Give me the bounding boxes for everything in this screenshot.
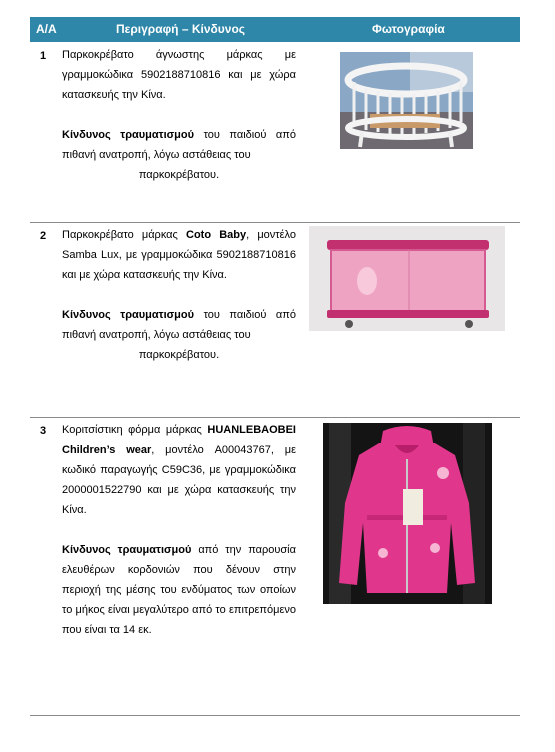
row-3-risk-body: από την παρουσία ελευθέρων κορδονιών που δένουν στην περιοχή της μέσης του ενδύματος των οποίων το μήκος είναι μεγαλύτερο από το επιτρεπόμενο που είναι τα 14 εκ.	[62, 544, 296, 636]
row-3-description	[62, 420, 296, 640]
row-divider-1	[30, 222, 520, 223]
row-2-risk-body: του παιδιού από πιθανή ανατροπή, λόγω αστάθειας του	[62, 309, 296, 341]
row-3-brand: HUANLEBAOBEI Children’s wear	[62, 424, 296, 456]
row-3-desc-text-a: Κοριτσίστικη φόρμα μάρκας	[62, 424, 208, 436]
row-3-risk-text	[62, 540, 296, 640]
header-col-number: Α/Α	[36, 22, 57, 36]
row-2-product-text	[62, 225, 296, 285]
row-divider-2	[30, 417, 520, 418]
row-1-risk-body: του παιδιού από πιθανή ανατροπή, λόγω αστάθειας του	[62, 129, 296, 161]
row-1-desc-text: Παρκοκρέβατο άγνωστης μάρκας με γραμμοκώδικα 5902188710816 και με χώρα κατασκευής την Κίνα.	[62, 49, 296, 101]
row-3-number: 3	[40, 425, 47, 437]
row-divider-3	[30, 715, 520, 716]
table-header	[30, 17, 520, 42]
row-1-number: 1	[40, 50, 47, 62]
row-1-risk-bold: Κίνδυνος τραυματισμού	[62, 129, 195, 141]
row-1-risk-end: παρκοκρέβατου.	[138, 169, 220, 181]
white-playpen-photo	[340, 52, 473, 149]
row-2-desc-text-a: Παρκοκρέβατο μάρκας	[62, 229, 187, 241]
row-2-desc-text-b: , μοντέλο Samba Lux, με γραμμοκώδικα 5902188710816 και με χώρα κατασκευής την Κίνα.	[62, 229, 296, 281]
pink-jacket-photo	[323, 423, 492, 604]
row-3-product-text	[62, 420, 296, 520]
row-1-description	[62, 45, 296, 185]
row-2-risk-text	[62, 305, 296, 345]
pink-playpen-photo	[309, 226, 505, 331]
row-2-risk-end: παρκοκρέβατου.	[138, 349, 220, 361]
row-3-desc-text-b: , μοντέλο A00043767, με κωδικό παραγωγής C59C36, με γραμμοκώδικα 2000001522790 και με χώρα κατασκευής την Κίνα.	[62, 444, 296, 516]
header-col-photo: Φωτογραφία	[372, 22, 445, 36]
row-2-brand: Coto Baby	[186, 229, 247, 241]
row-1-risk-text	[62, 125, 296, 165]
row-2-description	[62, 225, 296, 365]
row-2-risk-bold: Κίνδυνος τραυματισμού	[62, 309, 195, 321]
row-1-product-text	[62, 45, 296, 105]
row-2-number: 2	[40, 230, 47, 242]
header-col-description: Περιγραφή – Κίνδυνος	[116, 22, 246, 36]
row-3-risk-bold: Κίνδυνος τραυματισμού	[62, 544, 192, 556]
